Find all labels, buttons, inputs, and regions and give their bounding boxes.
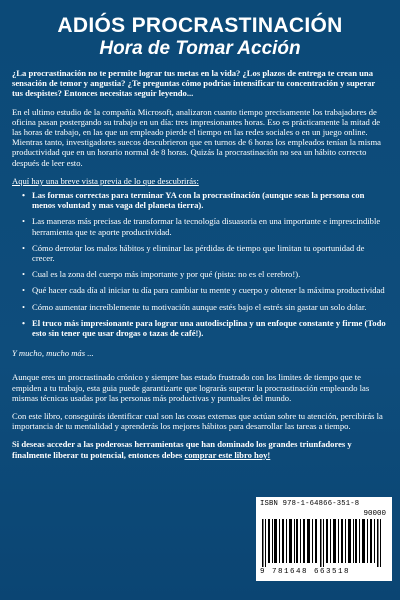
bullet-item: • Cual es la zona del cuerpo más importante y por qué (pista: no es el cerebro!). (22, 269, 388, 279)
ean-number: 9 781648 663518 (260, 568, 351, 576)
barcode-icon (262, 519, 386, 567)
isbn-text: ISBN 978-1-64866-351-8 (260, 500, 360, 508)
barcode-box (256, 497, 392, 581)
bullet-item: • Cómo aumentar increíblemente tu motivación aunque estés bajo el estrés sin gastar un solo dolar. (22, 302, 388, 312)
buy-book-link[interactable]: comprar este libro hoy! (184, 449, 271, 460)
back-cover-text (0, 60, 400, 460)
preview-heading: Aquí hay una breve vista previa de lo que descubrirás: (12, 175, 199, 186)
bullet-item: • Las formas correctas para terminar YA con la procrastinación (aunque seas la persona con menos voluntad y mas vaga del planeta tierra). (22, 190, 388, 210)
preview-bullet-list (12, 190, 388, 338)
bullet-item: • Qué hacer cada día al iniciar tu día para cambiar tu mente y cuerpo y obtener la máxima productividad (22, 285, 388, 295)
bullet-item: • Cómo derrotar los malos hábitos y eliminar las pérdidas de tiempo que limitan tu oportunidad de crecer. (22, 243, 388, 263)
closing-text: Si deseas acceder a las poderosas herramientas que han dominado los grandes triunfadores y finalmente liberar tu potencial, entonces debes (12, 439, 352, 460)
intro-paragraph: ¿La procrastinación no te permite lograr tus metas en la vida? ¿Los plazos de entrega te crean una sensación de temor y angustia? ¿Te preguntas cómo podrías intensificar tu concentración y superar tus despistes? Entonces necesitas seguir leyendo... (12, 68, 376, 99)
paragraph-book-benefits: Con este libro, conseguirás identificar cual son las cosas externas que actúan sobre tu atención, percibirás la importancia de tu mentalidad y aprenderás los mejores hábitos para desarrollar las tareas a tiempo. (12, 411, 383, 432)
book-title: ADIÓS PROCRASTINACIÓN (57, 14, 343, 37)
bullet-item: • Las maneras más precisas de transformar la tecnología disuasoria en una importante e imprescindible herramienta que te aporte productividad. (22, 216, 388, 236)
paragraph-chronic: Aunque eres un procrastinado crónico y siempre has estado frustrado con los limites de tiempo que te empiden a tu trabajo, esta guia puede garantizarte que lograrás superar la procrastinación empleando las mismas técnicas usadas por las personas más productivas y puntuales del mundo. (12, 372, 370, 403)
bullet-item: • El truco más impresionante para lograr una autodisciplina y un enfoque constante y firme (Todo esto sin tener que usar drogas o tazas de café!). (22, 318, 388, 338)
closing-paragraph (12, 439, 388, 459)
price-code: 90000 (363, 510, 386, 518)
and-more-text: Y mucho, mucho más ... (12, 348, 94, 359)
study-paragraph: En el ultimo estudio de la compañía Microsoft, analizaron cuanto tiempo precisamente los trabajadores de oficina pasan postergando su trabajo en un día: tres impresionantes horas. Eso es prácticamente la mitad de las horas de trabajo, en las que un empleado pierde el tiempo en las redes sociales o en un juego online. Mientras tanto, investigadores suecos descubrieron que en turnos de 6 horas los empleados tenían la misma productividad que en un horario normal de 8 horas. Quizás la procrastinación no sea un hábito correcto después de leer esto. (12, 106, 381, 168)
cover-header (0, 0, 400, 60)
book-subtitle: Hora de Tomar Acción (99, 38, 301, 59)
